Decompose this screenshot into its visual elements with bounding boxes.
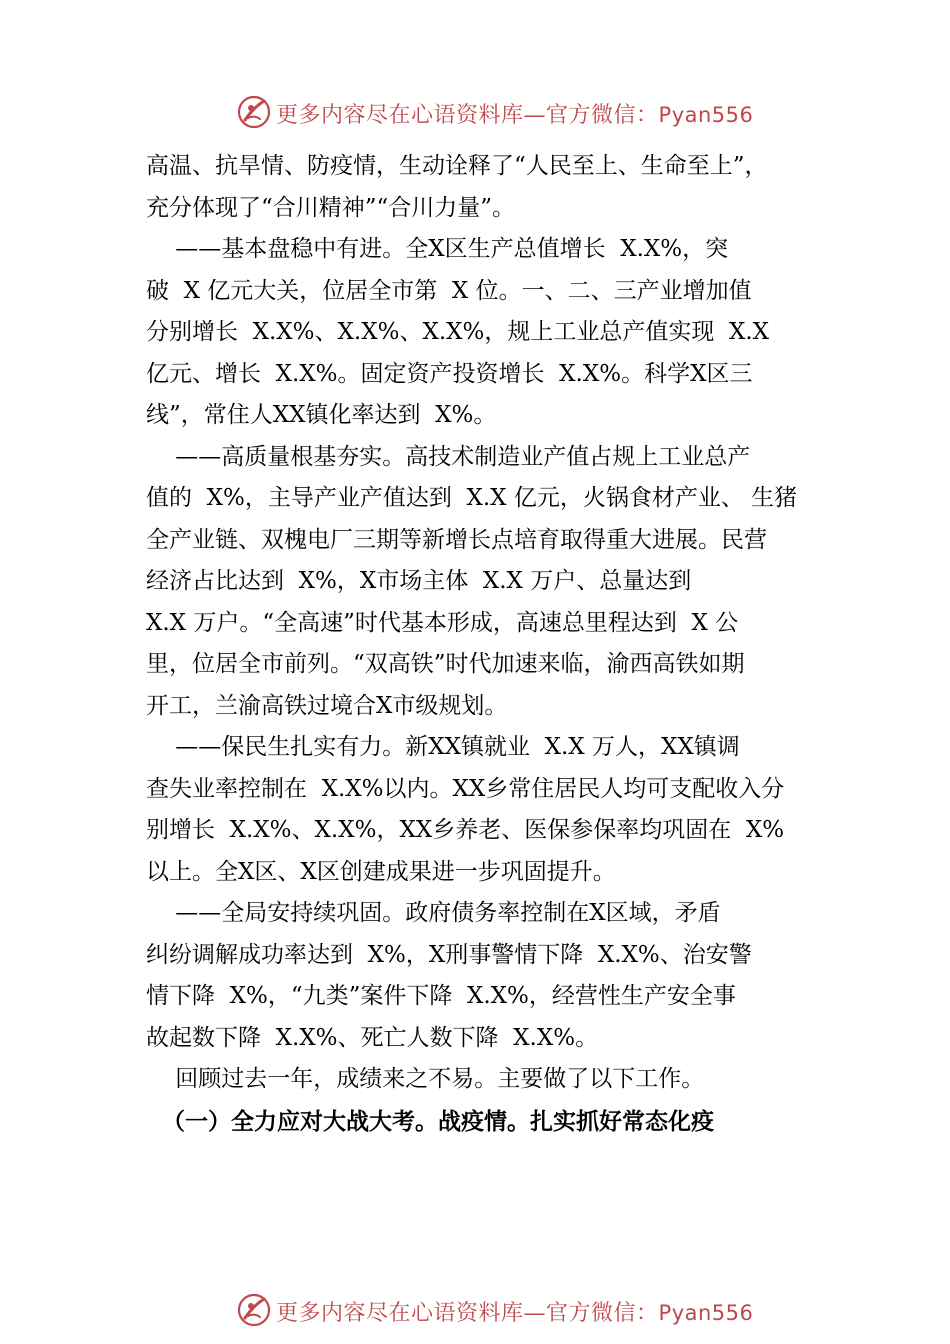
banner-main: 更多内容尽在心语资料库: [276, 103, 524, 128]
section-heading: （一）全力应对大战大考。战疫情。扎实抓好常态化疫: [146, 1107, 715, 1135]
text-line: 全产业链、双槐电厂三期等新增长点培育取得重大进展。民营: [146, 526, 767, 553]
banner-separator: —: [523, 103, 547, 128]
text-line: 经济占比达到 X%，X市场主体 X.X 万户、总量达到: [146, 568, 692, 594]
banner-main: 更多内容尽在心语资料库: [276, 1301, 524, 1326]
text-line: ——高质量根基夯实。高技术制造业产值占规上工业总产: [146, 443, 751, 470]
banner-text: [276, 98, 753, 129]
banner-separator: —: [523, 1301, 547, 1326]
text-line: 线”，常住人XX镇化率达到 X%。: [146, 402, 497, 428]
brush-logo-icon: [236, 94, 272, 130]
header-banner: [0, 92, 950, 132]
text-line: 开工，兰渝高铁过境合X市级规划。: [146, 692, 508, 719]
text-line: X.X 万户。“全高速”时代基本形成，高速总里程达到 X 公: [146, 609, 739, 636]
banner-official: 官方微信：: [546, 103, 659, 128]
text-line: 高温、抗旱情、防疫情，生动诠释了“人民至上、生命至上”，: [146, 153, 768, 179]
text-line: 纠纷调解成功率达到 X%，X刑事警情下降 X.X%、治安警: [146, 941, 752, 968]
text-line: 别增长 X.X%、X.X%，XX乡养老、医保参保率均巩固在 X%: [146, 817, 785, 843]
text-line: 亿元、增长 X.X%。固定资产投资增长 X.X%。科学X区三: [146, 360, 753, 387]
text-line: 以上。全X区、X区创建成果进一步巩固提升。: [146, 858, 616, 885]
text-line: ——全局安持续巩固。政府债务率控制在X区域，矛盾: [146, 900, 721, 926]
text-line: 情下降 X%，“九类”案件下降 X.X%，经营性生产安全事: [146, 983, 736, 1009]
text-line: 里，位居全市前列。“双高铁”时代加速来临，渝西高铁如期: [146, 651, 745, 677]
text-line: 破 X 亿元大关，位居全市第 X 位。一、二、三产业增加值: [146, 277, 752, 304]
text-line: ——基本盘稳中有进。全X区生产总值增长 X.X%，突: [146, 236, 729, 262]
banner-handle: Pyan556: [658, 1301, 754, 1325]
text-line: 回顾过去一年，成绩来之不易。主要做了以下工作。: [146, 1066, 705, 1092]
footer-banner: [0, 1290, 950, 1330]
banner-official: 官方微信：: [546, 1301, 659, 1326]
text-line: 查失业率控制在 X.X%以内。XX乡常住居民人均可支配收入分: [146, 775, 785, 802]
banner-text: [276, 1296, 753, 1327]
text-line: 值的 X%，主导产业产值达到 X.X 亿元，火锅食材产业、 生猪: [146, 485, 798, 511]
text-line: 分别增长 X.X%、X.X%、X.X%，规上工业总产值实现 X.X: [146, 319, 770, 345]
document-body: [146, 146, 836, 1142]
text-line: 故起数下降 X.X%、死亡人数下降 X.X%。: [146, 1024, 599, 1051]
banner-handle: Pyan556: [658, 103, 754, 127]
text-line: 充分体现了“合川精神”“合川力量”。: [146, 194, 516, 221]
text-line: ——保民生扎实有力。新XX镇就业 X.X 万人，XX镇调: [146, 734, 740, 760]
brush-logo-icon: [236, 1292, 272, 1328]
